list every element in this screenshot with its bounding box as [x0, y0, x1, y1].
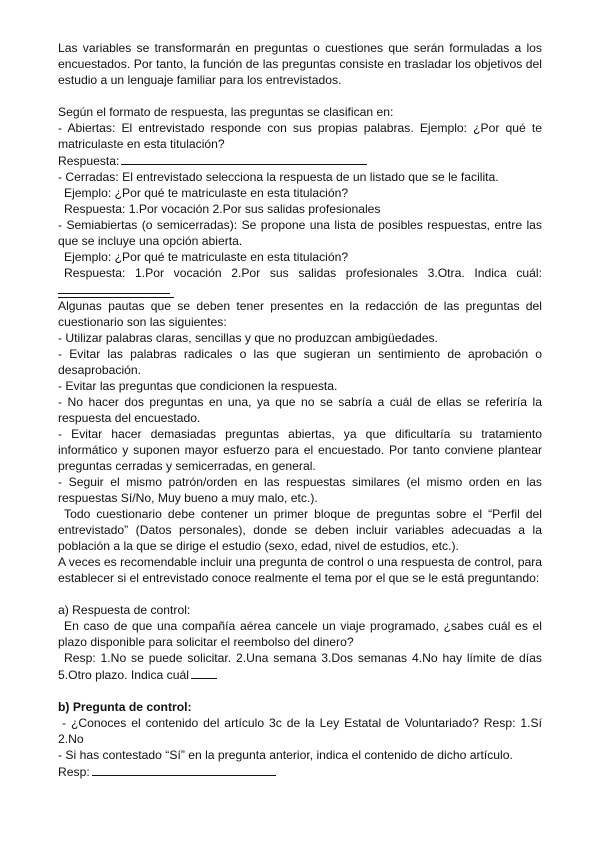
cerradas-example: Ejemplo: ¿Por qué te matriculaste en esta titulación?	[64, 186, 349, 200]
section-b-heading: b) Pregunta de control:	[58, 700, 192, 714]
item-semiabiertas: - Semiabiertas (o semicerradas): Se propone una lista de posibles respuestas, entre las que se incluye una opción abierta.	[58, 218, 542, 248]
cerradas-response: Respuesta: 1.Por vocación 2.Por sus salidas profesionales	[64, 202, 381, 216]
section-a-response-text: Resp: 1.No se puede solicitar. 2.Una semana 3.Dos semanas 4.No hay límite de días 5.Otro plazo. Indica cuál	[58, 651, 542, 682]
section-a-question: En caso de que una compañía aérea cancele un viaje programado, ¿sabes cuál es el plazo disponible para solicitar el reembolso del dinero?	[58, 619, 542, 649]
format-intro: Según el formato de respuesta, las preguntas se clasifican en:	[58, 105, 394, 119]
intro-paragraph: Las variables se transformarán en preguntas o cuestiones que serán formuladas a los encuestados. Por tanto, la función de las preguntas consiste en trasladar los objetivos del estudio a un lenguaje familiar para los entrevistados.	[58, 41, 542, 87]
control-intro: A veces es recomendable incluir una pregunta de control o una respuesta de control, para establecer si el entrevistado conoce realmente el tema por el que se le está preguntando:	[58, 555, 542, 585]
semi-example: Ejemplo: ¿Por qué te matriculaste en esta titulación?	[64, 250, 349, 264]
spacer	[58, 683, 542, 699]
answer-blank-line	[58, 281, 170, 294]
semi-response: Respuesta: 1.Por vocación 2.Por sus salidas profesionales 3.Otra. Indica cuál:	[64, 266, 542, 280]
item-cerradas: - Cerradas: El entrevistado selecciona la respuesta de un listado que se le facilita.	[58, 170, 499, 184]
pauta-7: Todo cuestionario debe contener un primer bloque de preguntas sobre el “Perfil del entrevistado” (Datos personales), donde se deben incluir variables adecuadas a la población a la que se dirige el estudio (sexo, edad, nivel de estudios, etc.).	[58, 507, 542, 553]
answer-blank-line	[191, 666, 217, 679]
item-abiertas: - Abiertas: El entrevistado responde con sus propias palabras. Ejemplo: ¿Por qué te matriculaste en esta titulación?	[58, 121, 542, 151]
section-b-question-1: - ¿Conoces el contenido del artículo 3c de la Ley Estatal de Voluntariado? Resp: 1.Sí 2.No	[58, 716, 542, 746]
section-b-response-label: Resp:	[58, 765, 90, 779]
pauta-5: - Evitar hacer demasiadas preguntas abiertas, ya que dificultaría su tratamiento informático y suponen mayor esfuerzo para el encuestado. Por tanto conviene plantear preguntas cerradas y semicerradas, en general.	[58, 427, 542, 473]
section-a-heading: a) Respuesta de control:	[58, 603, 191, 617]
section-a-response	[58, 650, 542, 683]
pautas-intro: Algunas pautas que se deben tener presentes en la redacción de las preguntas del cuestionario son las siguientes:	[58, 299, 542, 329]
spacer	[58, 586, 542, 602]
answer-blank-line	[92, 763, 276, 776]
abiertas-response-label: Respuesta:	[58, 154, 120, 168]
section-b-question-2: - Si has contestado “Sí” en la pregunta anterior, indica el contenido de dicho artículo.	[58, 748, 513, 762]
pauta-2: - Evitar las palabras radicales o las que sugieran un sentimiento de aprobación o desaprobación.	[58, 347, 542, 377]
pauta-4: - No hacer dos preguntas en una, ya que no se sabría a cuál de ellas se referiría la respuesta del encuestado.	[58, 395, 542, 425]
answer-blank-line	[121, 152, 367, 165]
semi-blank-row	[58, 281, 542, 298]
pauta-6: - Seguir el mismo patrón/orden en las respuestas similares (el mismo orden en las respuestas Sí/No, Muy bueno a muy malo, etc.).	[58, 475, 542, 505]
pauta-3: - Evitar las preguntas que condicionen la respuesta.	[58, 379, 338, 393]
spacer	[58, 88, 542, 104]
pauta-1: - Utilizar palabras claras, sencillas y que no produzcan ambigüedades.	[58, 331, 438, 345]
section-b-response	[58, 763, 542, 780]
document-page	[58, 40, 542, 780]
abiertas-response-line	[58, 152, 542, 169]
